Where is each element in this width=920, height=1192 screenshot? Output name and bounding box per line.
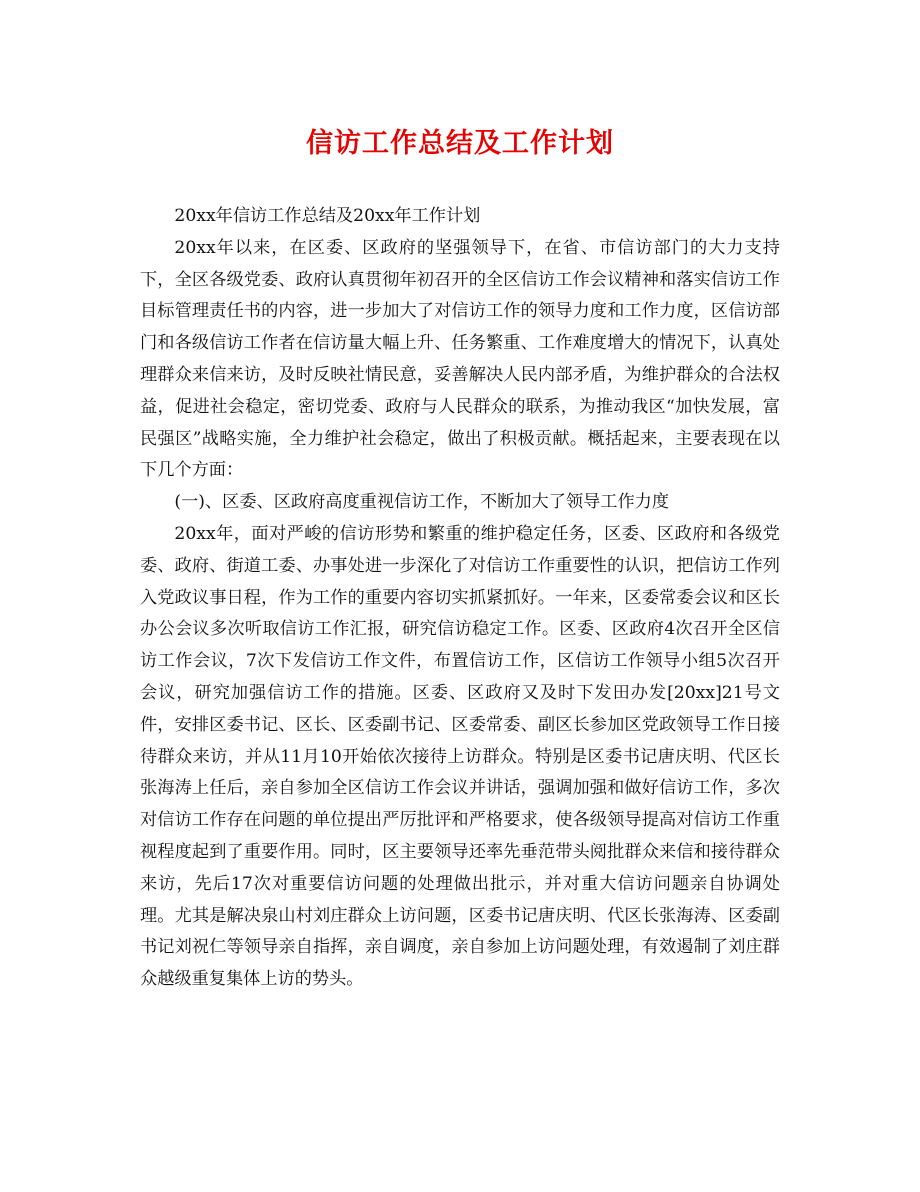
paragraph-section-heading: (一)、区委、区政府高度重视信访工作，不断加大了领导工作力度 <box>174 492 670 513</box>
paragraph-section-body: 20xx年，面对严峻的信访形势和繁重的维护稳定任务，区委、区政府和各级党委、政府、街道工委、办事处进一步深化了对信访工作重要性的认识，把信访工作列入党政议事日程，作为工作的重要内容切实抓紧抓好。一年来，区委常委会议和区长办公会议多次听取信访工作汇报，研究信访稳定工作。区委、区政府4次召开全区信访工作会议，7次下发信访工作文件，布置信访工作，区信访工作领导小组5次召开会议，研究加强信访工作的措施。区委、区政府又及时下发田办发[20xx]21号文件，安排区委书记、区长、区委副书记、区委常委、副区长参加区党政领导工作日接待群众来访，并从11月10开始依次接待上访群众。特别是区委书记唐庆明、代区长张海涛上任后，亲自参加全区信访工作会议并讲话，强调加强和做好信访工作，多次对信访工作存在问题的单位提出严厉批评和严格要求，使各级领导提高对信访工作重视程度起到了重要作用。同时，区主要领导还率先垂范带头阅批群众来信和接待群众来访，先后17次对重要信访问题的处理做出批示，并对重大信访问题亲自协调处理。尤其是解决泉山村刘庄群众上访问题，区委书记唐庆明、代区长张海涛、区委副书记刘祝仁等领导亲自指挥，亲自调度，亲自参加上访问题处理，有效遏制了刘庄群众越级重复集体上访的势头。 <box>140 523 780 990</box>
paragraph-subtitle: 20xx年信访工作总结及20xx年工作计划 <box>174 206 481 226</box>
document-body <box>140 201 780 996</box>
paragraph-intro: 20xx年以来，在区委、区政府的坚强领导下，在省、市信访部门的大力支持下，全区各级党委、政府认真贯彻年初召开的全区信访工作会议精神和落实信访工作目标管理责任书的内容，进一步加大了对信访工作的领导力度和工作力度，区信访部门和各级信访工作者在信访量大幅上升、任务繁重、工作难度增大的情况下，认真处理群众来信来访，及时反映社情民意，妥善解决人民内部矛盾，为维护群众的合法权益，促进社会稳定，密切党委、政府与人民群众的联系，为推动我区“加快发展，富民强区”战略实施，全力维护社会稳定，做出了积极贡献。概括起来，主要表现在以下几个方面： <box>140 237 780 481</box>
document-title: 信访工作总结及工作计划 <box>306 128 614 159</box>
